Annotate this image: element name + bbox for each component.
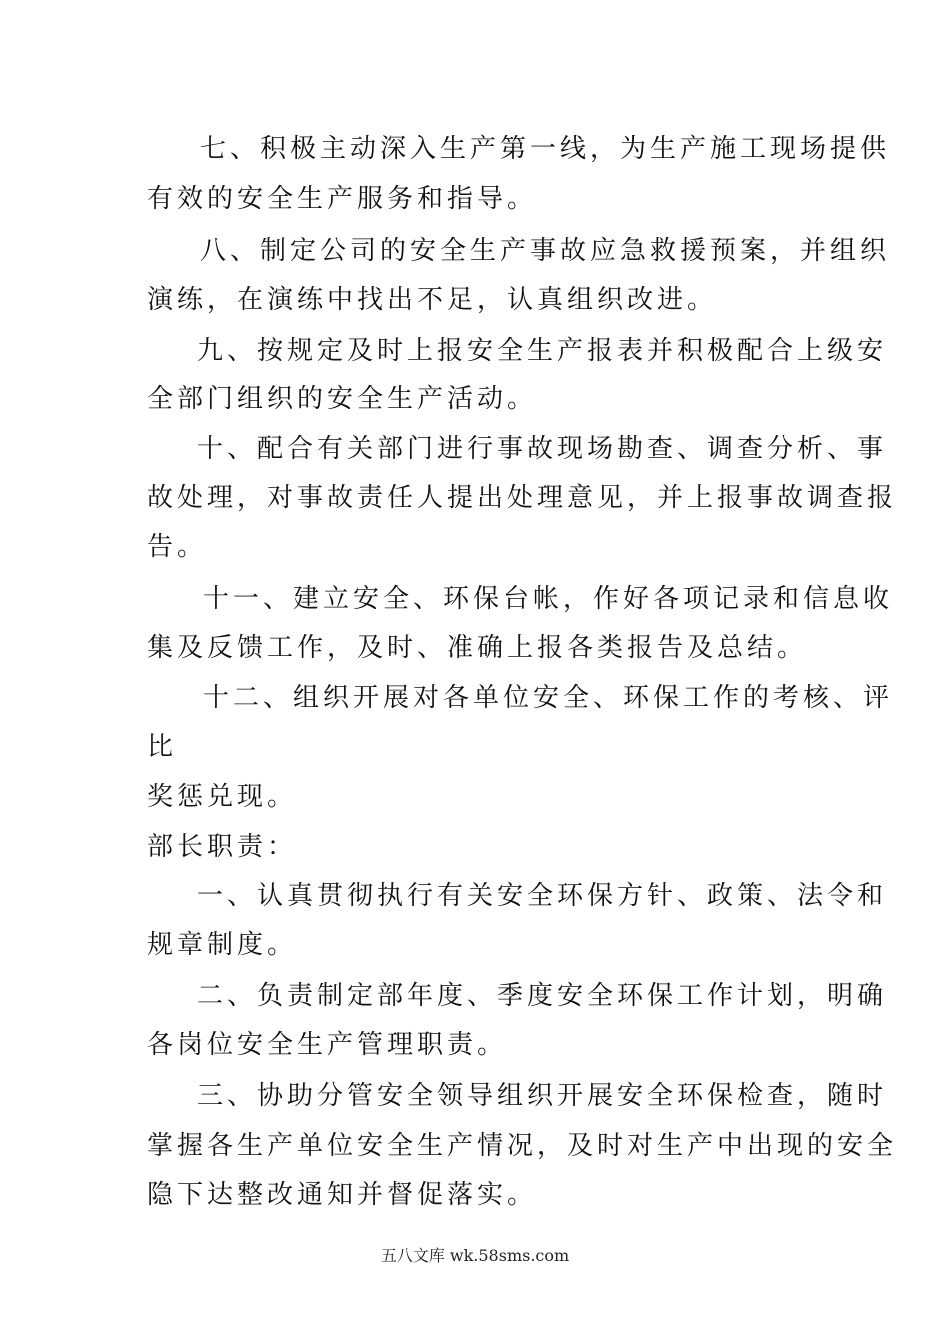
duty-1-line-2: 规章制度。 [147,930,298,960]
paragraph-11-line-2: 集及反馈工作，及时、准确上报各类报告及总结。 [147,633,808,663]
paragraph-11-line-1: 十一、建立安全、环保台帐，作好各项记录和信息收 [203,584,894,614]
paragraph-9-line-2: 全部门组织的安全生产活动。 [147,384,538,414]
paragraph-9-line-1: 九、按规定及时上报安全生产报表并积极配合上级安 [197,336,888,366]
duty-2-line-1: 二、负责制定部年度、季度安全环保工作计划，明确 [197,981,888,1011]
paragraph-12-line-3: 奖惩兑现。 [147,782,298,812]
paragraph-8-line-1: 八、制定公司的安全生产事故应急救援预案，并组织 [200,236,891,266]
duty-3-line-3: 隐下达整改通知并督促落实。 [147,1180,538,1210]
paragraph-8-line-2: 演练，在演练中找出不足，认真组织改进。 [147,285,718,315]
duty-3-line-1: 三、协助分管安全领导组织开展安全环保检查，随时 [197,1081,888,1111]
duty-2-line-2: 各岗位安全生产管理职责。 [147,1030,508,1060]
paragraph-12-line-2: 比 [147,732,178,762]
duty-3-line-2: 掌握各生产单位安全生产情况，及时对生产中出现的安全 [147,1131,898,1161]
footer-watermark: 五八文库 wk.58sms.com [380,1246,570,1265]
paragraph-10-line-1: 十、配合有关部门进行事故现场勘查、调查分析、事 [197,434,888,464]
paragraph-7-line-2: 有效的安全生产服务和指导。 [147,184,538,214]
paragraph-10-line-2: 故处理，对事故责任人提出处理意见，并上报事故调查报 [147,483,898,513]
duty-1-line-1: 一、认真贯彻执行有关安全环保方针、政策、法令和 [197,881,888,911]
paragraph-7-line-1: 七、积极主动深入生产第一线，为生产施工现场提供 [200,134,891,164]
section-heading-minister-duties: 部长职责： [147,832,298,862]
paragraph-12-line-1: 十二、组织开展对各单位安全、环保工作的考核、评 [203,683,894,713]
paragraph-10-line-3: 告。 [147,532,208,562]
